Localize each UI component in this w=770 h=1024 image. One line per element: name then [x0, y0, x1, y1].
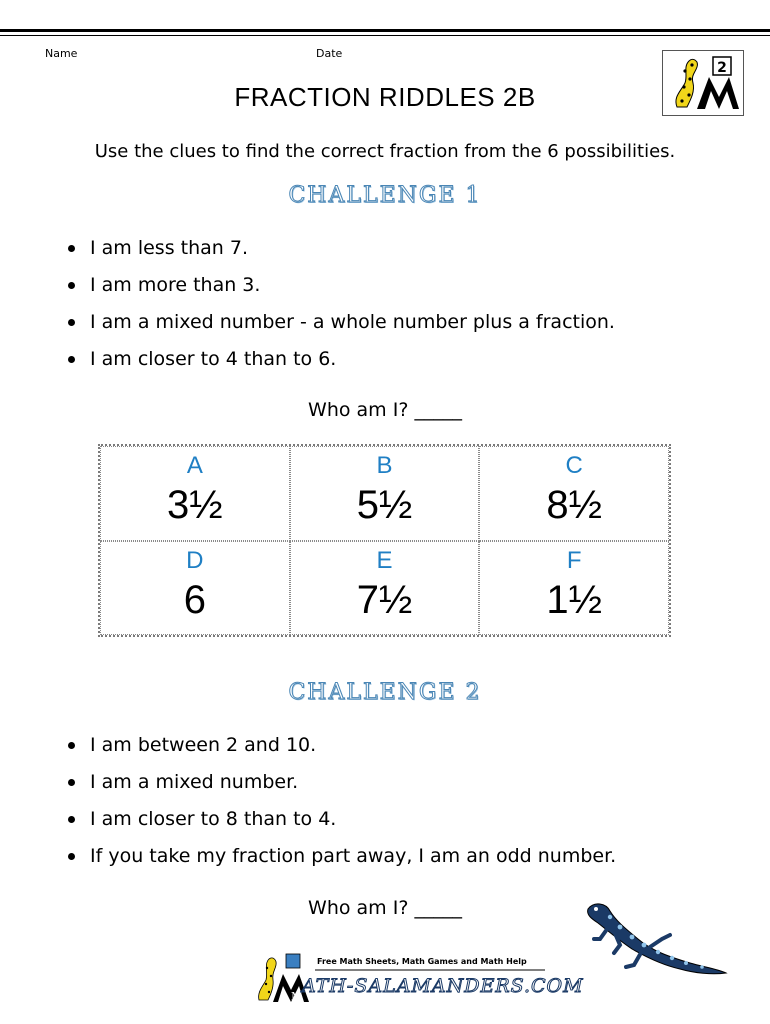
clue-item: I am between 2 and 10.: [68, 727, 616, 764]
option-value: 6: [183, 577, 206, 622]
option-a: [100, 446, 290, 541]
worksheet-title: FRACTION RIDDLES 2B: [234, 82, 536, 112]
footer-tagline: Free Math Sheets, Math Games and Math Help: [317, 957, 527, 966]
option-value: 1½: [546, 577, 602, 622]
date-label: Date: [316, 47, 343, 60]
clue-item: I am less than 7.: [68, 230, 615, 267]
option-value: 3½: [167, 483, 223, 527]
option-e: [290, 541, 480, 636]
challenge-1-question: Who am I? _____: [308, 399, 462, 421]
option-letter: C: [565, 452, 583, 479]
logo-letter: M: [291, 990, 303, 1003]
clue-item: I am closer to 8 than to 4.: [68, 801, 616, 838]
challenge-2-question: Who am I? _____: [308, 897, 462, 919]
challenge-2-clues: [68, 727, 616, 875]
challenge-1-clues: [68, 230, 615, 378]
challenge-2-heading: CHALLENGE 2: [288, 680, 482, 705]
option-f: [479, 541, 669, 636]
option-value: 8½: [546, 483, 602, 527]
clue-item: I am a mixed number.: [68, 764, 616, 801]
options-grid: [98, 444, 671, 637]
grade-number: 2: [717, 60, 727, 76]
clue-item: I am a mixed number - a whole number plus a fraction.: [68, 304, 615, 341]
option-letter: A: [186, 452, 203, 479]
salamander-illustration-icon: [580, 895, 730, 985]
instructions-text: Use the clues to find the correct fraction from the 6 possibilities.: [94, 141, 676, 162]
option-c: [479, 446, 669, 541]
clue-item: I am more than 3.: [68, 267, 615, 304]
option-letter: E: [376, 546, 393, 574]
option-letter: F: [566, 546, 582, 574]
top-rule-thick: [0, 29, 770, 32]
option-value: 5½: [356, 483, 413, 527]
clue-item: If you take my fraction part away, I am an odd number.: [68, 838, 616, 875]
option-value: 7½: [356, 577, 413, 622]
option-d: [100, 541, 290, 636]
footer-site-name: ATH-SALAMANDERS.COM: [302, 975, 584, 997]
option-letter: D: [186, 546, 204, 574]
top-rule-thin: [0, 35, 770, 36]
challenge-1-heading: CHALLENGE 1: [288, 183, 482, 208]
clue-item: I am closer to 4 than to 6.: [68, 341, 615, 378]
option-letter: B: [376, 452, 393, 479]
option-b: [290, 446, 480, 541]
name-label: Name: [45, 47, 78, 60]
